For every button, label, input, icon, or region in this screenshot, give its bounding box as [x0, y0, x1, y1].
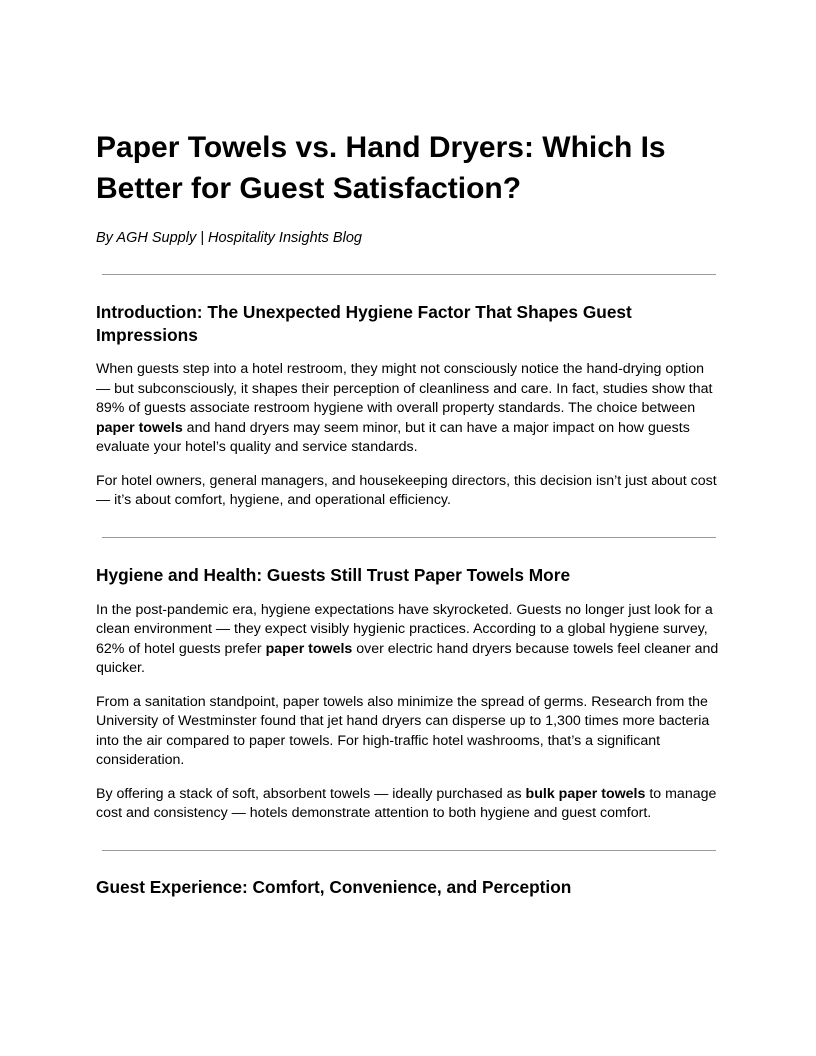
paragraph — [96, 601, 720, 679]
paragraph — [96, 785, 720, 824]
paragraph-text: In the post-pandemic era, hygiene expectations have skyrocketed. Guests no longer just look for a clean environment — they expect visibly hygienic practices. According to a global hygiene survey, 62% of hotel guests prefer — [96, 601, 713, 657]
paragraph-text: By offering a stack of soft, absorbent towels — ideally purchased as — [96, 785, 526, 802]
article-title: Paper Towels vs. Hand Dryers: Which Is Better for Guest Satisfaction? — [96, 131, 666, 205]
paragraph-text: and hand dryers may seem minor, but it can have a major impact on how guests evaluate your hotel’s quality and service standards. — [96, 419, 690, 455]
section-divider — [102, 274, 716, 275]
paragraph-text: to manage cost and consistency — hotels demonstrate attention to both hygiene and guest comfort. — [96, 785, 717, 821]
paragraph-text: over electric hand dryers because towels feel cleaner and quicker. — [96, 640, 719, 676]
section-heading-hygiene: Hygiene and Health: Guests Still Trust Paper Towels More — [96, 564, 571, 585]
bold-keyword: bulk paper towels — [525, 785, 646, 802]
article-byline: By AGH Supply | Hospitality Insights Blog — [96, 230, 362, 246]
section-divider — [102, 537, 716, 538]
section-heading-introduction: Introduction: The Unexpected Hygiene Factor That Shapes Guest Impressions — [96, 302, 632, 345]
paragraph: For hotel owners, general managers, and housekeeping directors, this decision isn’t just about cost — it’s about comfort, hygiene, and operational efficiency. — [96, 472, 717, 508]
paragraph: From a sanitation standpoint, paper towels also minimize the spread of germs. Research from the University of Westminster found that jet hand dryers can disperse up to 1,300 times more bacteria into the air compared to paper towels. For high-traffic hotel washrooms, that’s a significant consideration. — [96, 693, 710, 768]
paragraph — [96, 360, 720, 458]
section-heading-guest-experience: Guest Experience: Comfort, Convenience, and Perception — [96, 876, 572, 897]
paragraph-text: When guests step into a hotel restroom, they might not consciously notice the hand-drying option — but subconsciously, it shapes their perception of cleanliness and care. In fact, studies show that 89% of guests associate restroom hygiene with overall property standards. The choice between — [96, 361, 713, 416]
section-divider — [102, 850, 716, 851]
bold-keyword: paper towels — [96, 419, 183, 436]
bold-keyword: paper towels — [265, 640, 353, 657]
